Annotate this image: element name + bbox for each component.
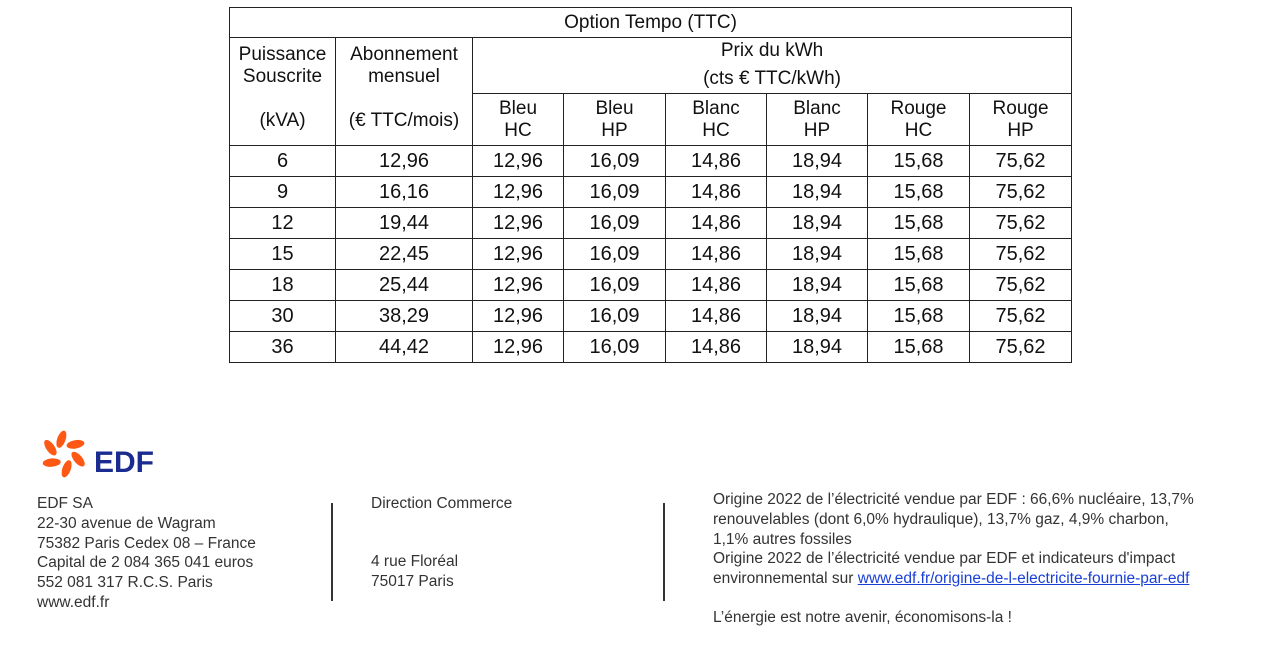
cell-price: 75,62 — [970, 177, 1072, 208]
footer-company-line: 552 081 317 R.C.S. Paris — [37, 574, 213, 592]
cell-abonnement: 12,96 — [336, 146, 473, 177]
cell-price: 12,96 — [473, 146, 564, 177]
cell-price: 14,86 — [666, 177, 767, 208]
cell-price: 18,94 — [767, 208, 868, 239]
tempo-price-table — [229, 7, 1072, 363]
cell-price: 12,96 — [473, 239, 564, 270]
cell-price: 15,68 — [868, 301, 970, 332]
cell-price: 16,09 — [564, 301, 666, 332]
table-title: Option Tempo (TTC) — [230, 8, 1072, 38]
footer-direction — [371, 494, 512, 591]
cell-price: 14,86 — [666, 332, 767, 363]
cell-price: 12,96 — [473, 270, 564, 301]
cell-price: 14,86 — [666, 301, 767, 332]
header-puissance: Puissance Souscrite (kVA) — [230, 38, 336, 146]
direction-address: 75017 Paris — [371, 572, 454, 590]
cell-price: 15,68 — [868, 208, 970, 239]
cell-puissance: 12 — [230, 208, 336, 239]
cell-price: 14,86 — [666, 270, 767, 301]
cell-price: 75,62 — [970, 239, 1072, 270]
cell-price: 16,09 — [564, 332, 666, 363]
cell-price: 15,68 — [868, 239, 970, 270]
direction-address: 4 rue Floréal — [371, 552, 459, 570]
footer-origin — [713, 490, 1233, 628]
cell-price: 15,68 — [868, 146, 970, 177]
origin-env-line: environnemental sur www.edf.fr/origine-de-l-electricite-fournie-par-edf — [713, 570, 1190, 588]
edf-logo-icon — [38, 428, 160, 480]
table-row — [230, 177, 1072, 208]
cell-price: 15,68 — [868, 177, 970, 208]
cell-price: 18,94 — [767, 177, 868, 208]
table-row — [230, 301, 1072, 332]
footer-company-line: www.edf.fr — [37, 593, 110, 611]
table-row — [230, 239, 1072, 270]
cell-price: 15,68 — [868, 270, 970, 301]
subheader-rouge-hc: Rouge HC — [868, 94, 970, 146]
table-row — [230, 208, 1072, 239]
cell-abonnement: 22,45 — [336, 239, 473, 270]
origin-line: Origine 2022 de l’électricité vendue par EDF : 66,6% nucléaire, 13,7% — [713, 491, 1194, 508]
cell-price: 12,96 — [473, 177, 564, 208]
cell-puissance: 9 — [230, 177, 336, 208]
cell-price: 75,62 — [970, 208, 1072, 239]
cell-price: 12,96 — [473, 208, 564, 239]
cell-price: 12,96 — [473, 332, 564, 363]
cell-price: 14,86 — [666, 239, 767, 270]
footer-company-line: EDF SA — [37, 495, 93, 512]
cell-price: 16,09 — [564, 146, 666, 177]
cell-price: 14,86 — [666, 208, 767, 239]
table-row — [230, 332, 1072, 363]
direction-name: Direction Commerce — [371, 495, 513, 512]
cell-price: 16,09 — [564, 270, 666, 301]
cell-price: 15,68 — [868, 332, 970, 363]
cell-price: 12,96 — [473, 301, 564, 332]
footer-company-line: 75382 Paris Cedex 08 – France — [37, 534, 256, 552]
cell-price: 18,94 — [767, 332, 868, 363]
cell-price: 18,94 — [767, 301, 868, 332]
cell-price: 18,94 — [767, 146, 868, 177]
origin-link[interactable]: www.edf.fr/origine-de-l-electricite-fournie-par-edf — [857, 570, 1190, 588]
cell-puissance: 6 — [230, 146, 336, 177]
subheader-bleu-hc: Bleu HC — [473, 94, 564, 146]
footer-divider — [331, 503, 333, 601]
cell-abonnement: 19,44 — [336, 208, 473, 239]
cell-abonnement: 16,16 — [336, 177, 473, 208]
cell-price: 14,86 — [666, 146, 767, 177]
subheader-bleu-hp: Bleu HP — [564, 94, 666, 146]
edf-logo-text: EDF — [94, 446, 154, 479]
cell-puissance: 36 — [230, 332, 336, 363]
cell-price: 16,09 — [564, 239, 666, 270]
slogan: L’énergie est notre avenir, économisons-la ! — [713, 608, 1012, 626]
subheader-blanc-hp: Blanc HP — [767, 94, 868, 146]
cell-price: 18,94 — [767, 239, 868, 270]
subheader-blanc-hc: Blanc HC — [666, 94, 767, 146]
cell-price: 16,09 — [564, 208, 666, 239]
subheader-rouge-hp: Rouge HP — [970, 94, 1072, 146]
cell-puissance: 15 — [230, 239, 336, 270]
cell-abonnement: 44,42 — [336, 332, 473, 363]
footer-company-line: 22-30 avenue de Wagram — [37, 514, 216, 532]
cell-price: 18,94 — [767, 270, 868, 301]
footer-divider — [663, 503, 665, 601]
footer-company — [37, 494, 256, 613]
cell-price: 75,62 — [970, 146, 1072, 177]
cell-abonnement: 38,29 — [336, 301, 473, 332]
cell-price: 16,09 — [564, 177, 666, 208]
cell-puissance: 30 — [230, 301, 336, 332]
cell-price: 75,62 — [970, 270, 1072, 301]
header-abonnement: Abonnement mensuel (€ TTC/mois) — [336, 38, 473, 146]
cell-puissance: 18 — [230, 270, 336, 301]
origin-line: 1,1% autres fossiles — [713, 530, 852, 548]
cell-price: 75,62 — [970, 332, 1072, 363]
origin-line: Origine 2022 de l’électricité vendue par EDF et indicateurs d'impact — [713, 550, 1176, 568]
table-row — [230, 146, 1072, 177]
cell-abonnement: 25,44 — [336, 270, 473, 301]
header-prix-kwh: Prix du kWh (cts € TTC/kWh) — [473, 38, 1072, 94]
cell-price: 75,62 — [970, 301, 1072, 332]
footer-company-line: Capital de 2 084 365 041 euros — [37, 554, 254, 572]
origin-line: renouvelables (dont 6,0% hydraulique), 13,7% gaz, 4,9% charbon, — [713, 510, 1169, 528]
table-row — [230, 270, 1072, 301]
